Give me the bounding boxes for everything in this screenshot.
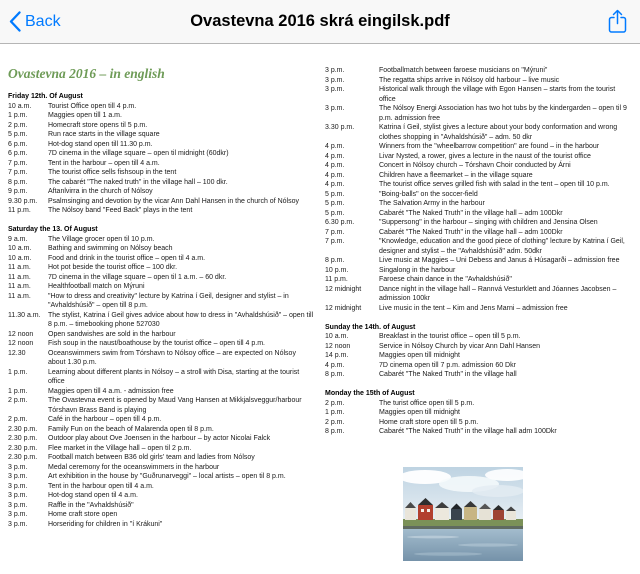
event-row	[325, 180, 632, 190]
event-time: 14 p.m.	[325, 352, 349, 359]
event-row	[325, 304, 632, 314]
event-desc: Flee market in the Village hall – open til 2 p.m.	[48, 444, 192, 452]
event-time: 8 p.m.	[325, 371, 345, 378]
event-time: 5 p.m.	[325, 209, 345, 217]
event-time: 9 a.m.	[8, 235, 28, 243]
event-time: 2 p.m.	[325, 399, 345, 407]
event-time: 2.30 p.m.	[8, 454, 38, 461]
event-row	[8, 263, 315, 273]
share-button[interactable]	[608, 9, 640, 34]
event-row	[325, 152, 632, 162]
day-section	[325, 389, 632, 437]
event-desc: Hot-dog stand open till 11.30 p.m.	[48, 140, 153, 148]
event-desc: Learning about different plants in Nólsoy – a stroll with Disa, starting at the tourist office	[48, 368, 300, 385]
event-desc: The Ovastevna event is opened by Maud Vang Hansen at Mikkjalsveggur/harbour Tórshavn Brass Band is playing	[48, 397, 302, 414]
event-time: 3 p.m.	[8, 501, 28, 509]
day-heading: Friday 12th. Of August	[8, 93, 83, 100]
event-time: 3 p.m.	[325, 67, 345, 74]
event-row	[325, 171, 632, 181]
event-row	[325, 266, 632, 276]
day-heading: Monday the 15th of August	[325, 390, 415, 397]
event-time: 3 p.m.	[325, 86, 345, 93]
event-desc: Hot-dog stand open til 4 a.m.	[48, 492, 138, 499]
event-desc: Bathing and swimming on Nólsoy beach	[48, 245, 173, 252]
event-time: 10 a.m.	[325, 333, 349, 340]
event-row	[325, 66, 632, 76]
event-row	[325, 85, 632, 104]
event-desc: Dance night in the village hall – Rannvá Vesturklett and Jóannes Jacobsen – admission 100kr	[379, 285, 617, 302]
event-row	[8, 159, 315, 169]
event-time: 6 p.m.	[8, 140, 28, 148]
event-row	[325, 285, 632, 304]
event-row	[8, 178, 315, 188]
event-time: 3 p.m.	[8, 482, 28, 490]
event-desc: Service in Nólsoy Church by vicar Ann Dahl Hansen	[379, 342, 541, 350]
event-desc: Home craft store open	[48, 511, 118, 518]
event-time: 1 p.m.	[8, 112, 28, 119]
event-time: 4 p.m.	[325, 361, 345, 369]
event-desc: The Village grocer open til 10 p.m.	[48, 235, 155, 243]
event-row	[325, 399, 632, 409]
event-desc: 7D cinema in the village square – open til 1 a.m. – 60 dkr.	[48, 273, 227, 281]
event-row	[325, 427, 632, 437]
event-desc: Concert in Nólsoy church – Tórshavn Choir conducted by Árni	[379, 162, 571, 169]
right-column-sections	[325, 66, 632, 437]
event-row	[8, 140, 315, 150]
event-time: 1 p.m.	[325, 409, 345, 416]
event-time: 10 p.m.	[325, 266, 349, 274]
event-time: 10 a.m.	[8, 245, 32, 252]
event-time: 3.30 p.m.	[325, 124, 355, 131]
event-desc: Cabarét "The Naked Truth" in the village hall adm 100Dkr	[379, 428, 557, 435]
day-section	[8, 92, 315, 216]
event-desc: The regatta ships arrive in Nólsoy old harbour – live music	[379, 76, 560, 84]
event-desc: Oceanswimmers swim from Tórshavn to Nólsoy office – are expected on Nólsoy about 1.30 p.m.	[48, 349, 296, 366]
event-time: 1 p.m.	[8, 387, 28, 395]
event-row	[8, 510, 315, 520]
event-time: 6.30 p.m.	[325, 219, 355, 226]
event-row	[8, 330, 315, 340]
event-time: 8 p.m.	[8, 178, 28, 186]
event-desc: Footballmatch between faroese musicians on "Mýruni"	[379, 67, 548, 74]
event-row	[325, 370, 632, 380]
event-row	[325, 351, 632, 361]
event-time: 4 p.m.	[325, 162, 345, 169]
event-row	[8, 339, 315, 349]
event-time: 11 p.m.	[8, 207, 31, 214]
event-row	[8, 444, 315, 454]
event-desc: Breakfast in the tourist office – open till 5 p.m.	[379, 333, 521, 340]
event-row	[8, 121, 315, 131]
event-time: 4 p.m.	[325, 171, 345, 179]
event-row	[325, 361, 632, 371]
event-row	[8, 311, 315, 330]
event-row	[8, 520, 315, 530]
event-time: 11.30 a.m.	[8, 311, 41, 319]
event-time: 9 p.m.	[8, 188, 28, 195]
event-row	[8, 396, 315, 415]
file-title: Ovastevna 2016 skrá eingilsk.pdf	[190, 12, 450, 30]
event-row	[8, 254, 315, 264]
event-row	[8, 187, 315, 197]
day-heading: Sunday the 14th. of August	[325, 323, 416, 331]
share-icon	[608, 9, 627, 34]
event-row	[8, 368, 315, 387]
event-desc: Historical walk through the village with Egon Hansen – starts from the tourist office	[379, 86, 616, 103]
event-row	[325, 190, 632, 200]
event-time: 12 midnight	[325, 304, 362, 312]
day-section	[325, 66, 632, 313]
event-desc: Horseriding for children in "í Krákuni"	[48, 520, 163, 528]
event-desc: Katrina í Geil, stylist gives a lecture about your body conformation and wrong clothes shopping in "Avhaldshúsið" – adm. 50 dkr	[379, 124, 618, 141]
event-desc: The cabarét "The naked truth" in the village hall – 100 dkr.	[48, 178, 228, 186]
left-column-sections	[8, 92, 315, 529]
event-desc: Maggies open till 4 a.m. - admission free	[48, 387, 174, 395]
event-time: 11 a.m.	[8, 292, 31, 300]
event-time: 3 p.m.	[8, 511, 28, 518]
event-row	[325, 228, 632, 238]
pdf-content[interactable]	[0, 44, 640, 574]
event-row	[8, 434, 315, 444]
pdf-doc-title: Ovastevna 2016 – in english	[8, 66, 165, 81]
event-desc: Children have a fleemarket – in the village square	[379, 171, 533, 179]
event-row	[8, 111, 315, 121]
back-button-label: Back	[25, 12, 61, 30]
schedule-columns	[8, 66, 632, 561]
event-row	[8, 415, 315, 425]
event-desc: 7D cinema in the village square – open til midnight (60dkr)	[48, 150, 229, 157]
event-row	[325, 209, 632, 219]
event-desc: Café in the harbour – open till 4 p.m.	[48, 416, 162, 423]
event-desc: Aftanlvirra in the church of Nólsoy	[48, 188, 153, 195]
event-row	[325, 256, 632, 266]
event-row	[8, 235, 315, 245]
day-section	[8, 225, 315, 529]
event-row	[325, 218, 632, 228]
event-desc: Home craft store open till 5 p.m.	[379, 418, 479, 426]
event-time: 11 a.m.	[8, 283, 31, 290]
event-time: 4 p.m.	[325, 143, 345, 150]
event-time: 8 p.m.	[325, 257, 345, 264]
event-row	[325, 342, 632, 352]
event-row	[8, 482, 315, 492]
event-desc: Football match between B36 old girls' team and ladies from Nólsoy	[48, 454, 255, 461]
event-desc: Raffle in the "Avhaldshúsið"	[48, 501, 134, 509]
event-row	[325, 199, 632, 209]
event-row	[325, 161, 632, 171]
event-row	[8, 197, 315, 207]
event-time: 2 p.m.	[8, 121, 28, 129]
event-desc: Live music in the tent – Kim and Jens Marni – admission free	[379, 304, 568, 312]
event-row	[8, 472, 315, 482]
event-desc: Open sandwishes are sold in the harbour	[48, 330, 176, 338]
event-row	[8, 463, 315, 473]
event-desc: Food and drink in the tourist office – open til 4 a.m.	[48, 254, 206, 262]
event-time: 10 a.m.	[8, 102, 32, 110]
event-time: 11 a.m.	[8, 273, 31, 281]
event-row	[8, 102, 315, 112]
event-desc: 7D cinema open till 7 p.m. admission 60 Dkr	[379, 361, 516, 369]
chevron-left-icon	[9, 11, 21, 32]
event-time: 8 p.m.	[325, 428, 345, 435]
event-time: 10 a.m.	[8, 254, 32, 262]
event-time: 7 p.m.	[8, 169, 28, 176]
event-desc: Cabarét "The Naked Truth" in the village hall – adm 100Dkr	[379, 209, 563, 217]
event-time: 12 noon	[8, 330, 34, 338]
event-row	[8, 425, 315, 435]
event-row	[8, 282, 315, 292]
event-row	[8, 149, 315, 159]
day-heading: Saturday the 13. Of August	[8, 226, 98, 233]
event-desc: Psalmsinging and devotion by the vicar Ann Dahl Hansen in the church of Nólsoy	[48, 197, 299, 205]
event-desc: Winners from the "wheelbarrow competition" are found – in the harbour	[379, 143, 600, 150]
event-time: 2 p.m.	[8, 416, 28, 423]
event-time: 2 p.m.	[8, 397, 28, 404]
event-row	[325, 275, 632, 285]
event-desc: Healthfootball match on Mýruni	[48, 283, 145, 290]
event-row	[325, 237, 632, 256]
event-desc: Livar Nysted, a rower, gives a lecture in the naust of the tourist office	[379, 152, 591, 160]
event-time: 2.30 p.m.	[8, 425, 38, 433]
event-time: 5 p.m.	[325, 200, 345, 207]
event-row	[325, 104, 632, 123]
event-row	[325, 332, 632, 342]
event-desc: Family Fun on the beach of Malarenda open til 8 p.m.	[48, 425, 214, 433]
event-desc: Homecraft store opens til 5 p.m.	[48, 121, 148, 129]
event-time: 12.30	[8, 349, 26, 357]
event-time: 7 p.m.	[325, 238, 345, 245]
event-row	[8, 453, 315, 463]
event-time: 2 p.m.	[325, 418, 345, 426]
event-desc: Medal ceremony for the oceanswimmers in the harbour	[48, 463, 220, 471]
village-photo	[403, 467, 523, 561]
event-time: 4 p.m.	[325, 181, 345, 188]
event-time: 11 p.m.	[325, 276, 348, 283]
event-row	[325, 142, 632, 152]
event-time: 2.30 p.m.	[8, 435, 38, 442]
event-desc: Singalong in the harbour	[379, 266, 456, 274]
event-time: 1 p.m.	[8, 368, 28, 376]
event-desc: Cabarét "The Naked Truth" in the village hall	[379, 371, 517, 378]
event-row	[8, 292, 315, 311]
event-desc: Tourist Office open till 4 p.m.	[48, 102, 137, 110]
event-desc: Outdoor play about Ove Joensen in the harbour – by actor Nicolai Falck	[48, 435, 271, 442]
event-time: 3 p.m.	[8, 492, 28, 499]
event-desc: Maggies open till 1 a.m.	[48, 112, 122, 119]
event-row	[8, 244, 315, 254]
event-desc: Faroese chain dance in the "Avhaldshúsið"	[379, 276, 512, 283]
navigation-bar	[0, 0, 640, 44]
event-row	[8, 501, 315, 511]
event-desc: Run race starts in the village square	[48, 131, 160, 138]
event-desc: The Nólsoy Energi Association has two hot tubs by the kindergarden – open til 9 p.m. admission free	[379, 105, 627, 122]
event-desc: Maggies open till midnight	[379, 352, 460, 359]
event-time: 9.30 p.m.	[8, 197, 38, 205]
event-time: 6 p.m.	[8, 150, 28, 157]
event-desc: Maggies open till midnight	[379, 409, 460, 416]
event-desc: Live music at Maggies – Uni Debess and Janus á Húsagarði – admission free	[379, 257, 620, 264]
event-desc: "Knowledge, education and the good piece of clothing" lecture by Katrina í Geil, designer and stylist – the "Avhaldshúsið" adm. 50dkr	[379, 238, 625, 255]
event-time: 4 p.m.	[325, 152, 345, 160]
event-desc: The Nólsoy band "Feed Back" plays in the tent	[48, 207, 193, 214]
event-time: 7 p.m.	[325, 228, 345, 236]
event-time: 12 noon	[8, 340, 34, 347]
event-desc: Art exhibition in the house by "Guðrunarveggi" – local artists – open til 8 p.m.	[48, 473, 286, 480]
event-time: 12 noon	[325, 342, 351, 350]
event-time: 11 a.m.	[8, 264, 31, 271]
schedule-right-column	[325, 66, 632, 561]
event-desc: Hot pot beside the tourist office – 100 dkr.	[48, 264, 178, 271]
event-row	[8, 491, 315, 501]
event-time: 3 p.m.	[325, 105, 345, 112]
event-desc: The stylist, Katrina í Geil gives advice about how to dress in "Avhaldshúsið" – open till 8 p.m. – timebooking phone 527030	[48, 311, 314, 328]
event-desc: "How to dress and creativity" lecture by Katrina í Geil, designer and stylist – in "Avhaldshúsið" – open till 8 p.m.	[48, 292, 289, 309]
schedule-left-column	[8, 66, 315, 561]
event-desc: Fish soup in the naust/boathouse by the tourist office – open till 4 p.m.	[48, 340, 266, 347]
event-time: 12 midnight	[325, 285, 362, 293]
day-section	[325, 323, 632, 380]
event-row	[8, 387, 315, 397]
event-row	[325, 408, 632, 418]
event-row	[8, 273, 315, 283]
event-row	[325, 76, 632, 86]
event-row	[8, 349, 315, 368]
event-row	[8, 168, 315, 178]
event-desc: The Salvation Army in the harbour	[379, 200, 485, 207]
event-time: 7 p.m.	[8, 159, 28, 167]
back-button[interactable]	[0, 11, 71, 32]
event-row	[325, 123, 632, 142]
event-desc: Tent in the harbour – open till 4 a.m.	[48, 159, 160, 167]
event-row	[8, 206, 315, 216]
event-time: 5 p.m.	[8, 131, 28, 138]
event-desc: "Suppersong" in the harbour – singing with children and Jensina Olsen	[379, 219, 598, 226]
event-time: 3 p.m.	[8, 463, 28, 471]
event-desc: The tourist office sells fishsoup in the tent	[48, 169, 177, 176]
event-time: 3 p.m.	[8, 520, 28, 528]
event-time: 3 p.m.	[8, 473, 28, 480]
event-time: 2.30 p.m.	[8, 444, 38, 452]
event-time: 5 p.m.	[325, 190, 345, 198]
event-row	[325, 418, 632, 428]
event-desc: The turist office open till 5 p.m.	[379, 399, 475, 407]
event-desc: Tent in the harbour open till 4 a.m.	[48, 482, 154, 490]
event-desc: The tourist office serves grilled fish with salad in the tent – open till 10 p.m.	[379, 181, 610, 188]
event-row	[8, 130, 315, 140]
event-desc: "Boing-balls" on the soccer-field	[379, 190, 478, 198]
event-desc: Cabarét "The Naked Truth" in the village hall – adm 100Dkr	[379, 228, 563, 236]
event-time: 3 p.m.	[325, 76, 345, 84]
